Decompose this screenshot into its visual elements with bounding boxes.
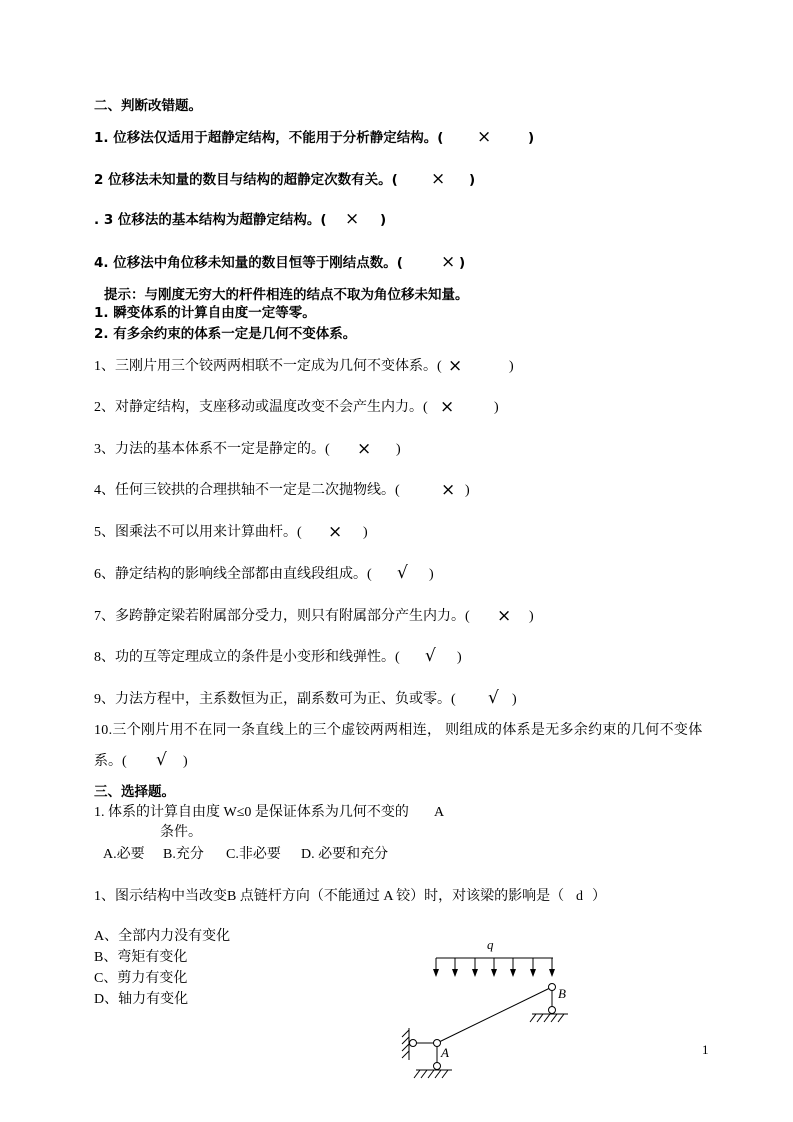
check-mark: √ xyxy=(397,563,408,583)
close-paren: ) xyxy=(363,525,368,540)
close-paren: ) xyxy=(469,172,476,188)
item-text: 4. 位移法中角位移未知量的数目恒等于刚结点数。( xyxy=(94,255,403,271)
check-mark: √ xyxy=(156,750,167,770)
item-text: 10.三个刚片用不在同一条直线上的三个虚铰两两相连， 则组成的体系是无多余约束的几何不变体 xyxy=(94,723,703,738)
close-paren: ) xyxy=(494,400,499,415)
close-paren: ) xyxy=(529,609,534,624)
hint-text: 提示：与刚度无穷大的杆件相连的结点不取为角位移未知量。 xyxy=(104,287,469,303)
close-paren: ) xyxy=(429,567,434,582)
close-paren: ) xyxy=(380,212,387,228)
question-text: 1. 体系的计算自由度 W≤0 是保证体系为几何不变的 xyxy=(94,805,409,820)
item-text: 系。( xyxy=(94,754,127,769)
close-paren: ) xyxy=(459,255,466,271)
ground-b xyxy=(530,1014,568,1022)
item-text: 2、对静定结构，支座移动或温度改变不会产生内力。( xyxy=(94,400,428,415)
hinge-wall xyxy=(410,1040,417,1047)
item-text: 7、多跨静定梁若附属部分受力，则只有附属部分产生内力。( xyxy=(94,609,470,624)
item-text: 2 位移法未知量的数目与结构的超静定次数有关。( xyxy=(94,172,398,188)
close-paren: ) xyxy=(512,692,517,707)
cross-mark: × xyxy=(431,169,446,189)
section-title: 三、选择题。 xyxy=(94,784,175,800)
answer: A xyxy=(434,805,445,820)
cross-mark: × xyxy=(440,397,455,417)
point-a-label: A xyxy=(441,1045,449,1060)
item-text: 8、功的互等定理成立的条件是小变形和线弹性。( xyxy=(94,650,400,665)
question-text-cont: 条件。 xyxy=(160,825,202,840)
item-text: . 3 位移法的基本结构为超静定结构。( xyxy=(94,212,327,228)
point-b-label: B xyxy=(558,986,566,1001)
close-paren: ) xyxy=(509,359,514,374)
item-text: 5、图乘法不可以用来计算曲杆。( xyxy=(94,525,302,540)
cross-mark: × xyxy=(477,127,492,147)
item-text: 4、任何三铰拱的合理拱轴不一定是二次抛物线。( xyxy=(94,483,400,498)
answer: d xyxy=(576,889,583,904)
cross-mark: × xyxy=(345,209,360,229)
item-text: 9、力法方程中，主系数恒为正，副系数可为正、负或零。( xyxy=(94,692,456,707)
hinge-support-a xyxy=(434,1063,441,1070)
load-label: q xyxy=(487,937,494,952)
section-title: 二、判断改错题。 xyxy=(94,98,202,114)
option: D. 必要和充分 xyxy=(301,847,389,862)
close-paren: ) xyxy=(183,754,188,769)
option: C.非必要 xyxy=(226,847,281,862)
cross-mark: × xyxy=(357,439,372,459)
item-text: 6、静定结构的影响线全部都由直线段组成。( xyxy=(94,567,372,582)
item-text: 1、三刚片用三个铰两两相联不一定成为几何不变体系。( xyxy=(94,359,442,374)
question-text: 1、图示结构中当改变B 点链杆方向（不能通过 A 铰）时，对该梁的影响是（ xyxy=(94,889,565,904)
item-text: 1. 位移法仅适用于超静定结构，不能用于分析静定结构。( xyxy=(94,130,444,146)
check-mark: √ xyxy=(488,688,499,708)
option: B、弯矩有变化 xyxy=(94,950,188,965)
cross-mark: × xyxy=(448,356,463,376)
item-text: 3、力法的基本体系不一定是静定的。( xyxy=(94,442,330,457)
close-paren: ) xyxy=(396,442,401,457)
statement: 2. 有多余约束的体系一定是几何不变体系。 xyxy=(94,326,357,342)
option: C、剪力有变化 xyxy=(94,971,188,986)
ground-a xyxy=(414,1070,452,1078)
option: B.充分 xyxy=(163,847,204,862)
option: A.必要 xyxy=(103,847,145,862)
option: D、轴力有变化 xyxy=(94,992,189,1007)
cross-mark: × xyxy=(441,252,456,272)
check-mark: √ xyxy=(425,646,436,666)
close-paren: ) xyxy=(465,483,470,498)
hinge-a xyxy=(434,1040,441,1047)
cross-mark: × xyxy=(328,522,343,542)
statement: 1. 瞬变体系的计算自由度一定等零。 xyxy=(94,305,316,321)
close-paren: ) xyxy=(457,650,462,665)
page-number: 1 xyxy=(702,1042,709,1057)
cross-mark: × xyxy=(497,606,512,626)
close-paren: ） xyxy=(592,889,606,904)
close-paren: ) xyxy=(528,130,535,146)
option: A、全部内力没有变化 xyxy=(94,929,231,944)
hinge-b xyxy=(549,984,556,991)
cross-mark: × xyxy=(441,480,456,500)
hinge-support-b xyxy=(549,1007,556,1014)
wall xyxy=(402,1028,409,1060)
